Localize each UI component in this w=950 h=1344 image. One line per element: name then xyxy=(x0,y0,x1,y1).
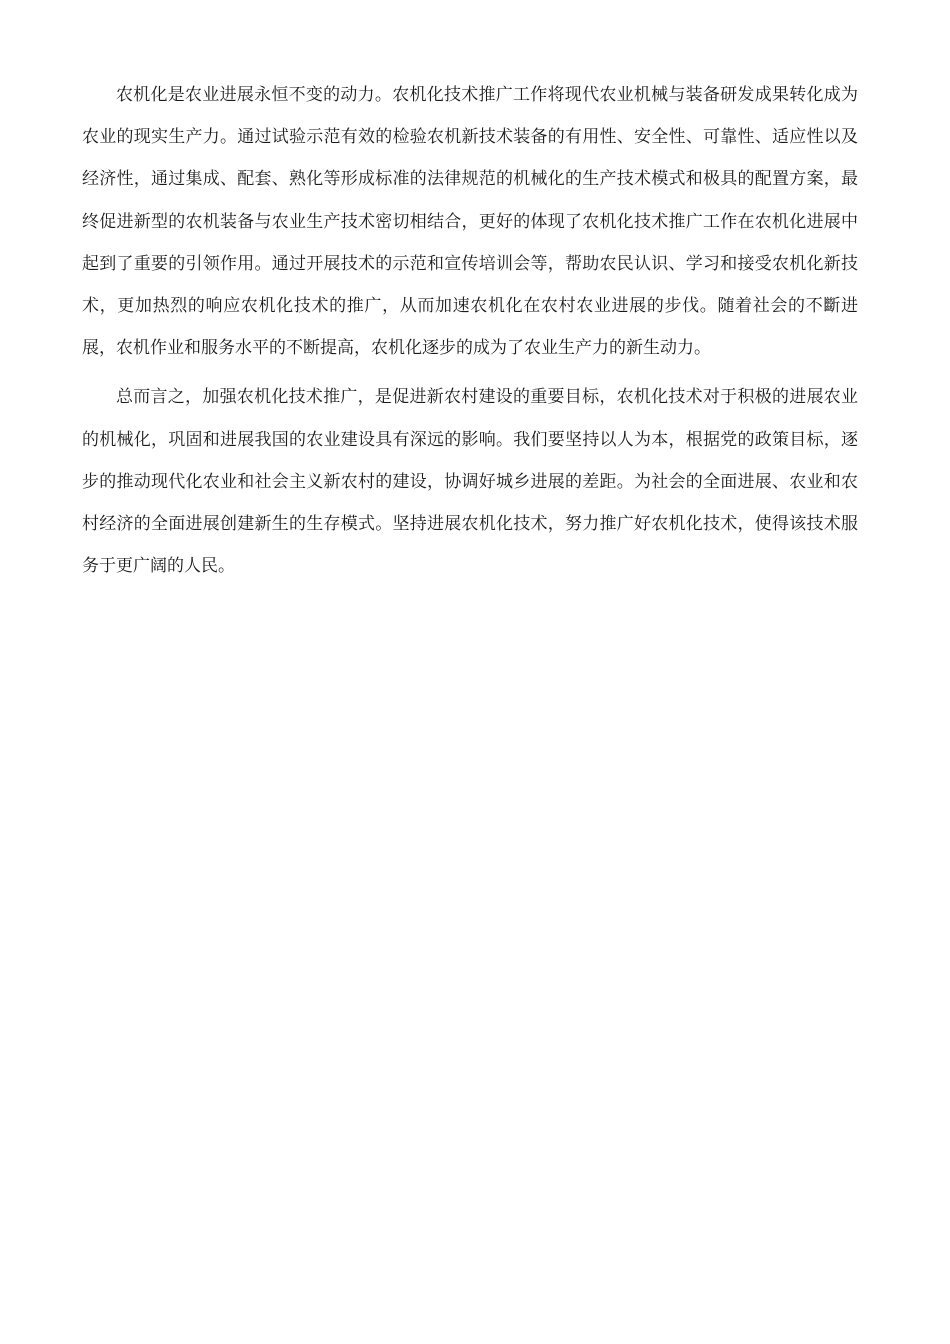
paragraph-conclusion: 总而言之，加强农机化技术推广，是促进新农村建设的重要目标，农机化技术对于积极的进展农业的机械化，巩固和进展我国的农业建设具有深远的影响。我们要坚持以人为本，根据党的政策目标，逐步的推动现代化农业和社会主义新农村的建设，协调好城乡进展的差距。为社会的全面进展、农业和农村经济的全面进展创建新生的生存模式。坚持进展农机化技术，努力推广好农机化技术，使得该技术服务于更广阔的人民。 xyxy=(82,387,858,577)
paragraph-mechanization-dynamics: 农机化是农业进展永恒不变的动力。农机化技术推广工作将现代农业机械与装备研发成果转化成为农业的现实生产力。通过试验示范有效的检验农机新技术装备的有用性、安全性、可靠性、适应性以及经济性，通过集成、配套、熟化等形成标准的法律规范的机械化的生产技术模式和极具的配置方案，最终促进新型的农机装备与农业生产技术密切相结合，更好的体现了农机化技术推广工作在农机化进展中起到了重要的引领作用。通过开展技术的示范和宣传培训会等，帮助农民认识、学习和接受农机化新技术，更加热烈的响应农机化技术的推广，从而加速农机化在农村农业进展的步伐。随着社会的不斷进展，农机作业和服务水平的不断提高，农机化逐步的成为了农业生产力的新生动力。 xyxy=(82,85,858,359)
document-body xyxy=(82,74,858,587)
